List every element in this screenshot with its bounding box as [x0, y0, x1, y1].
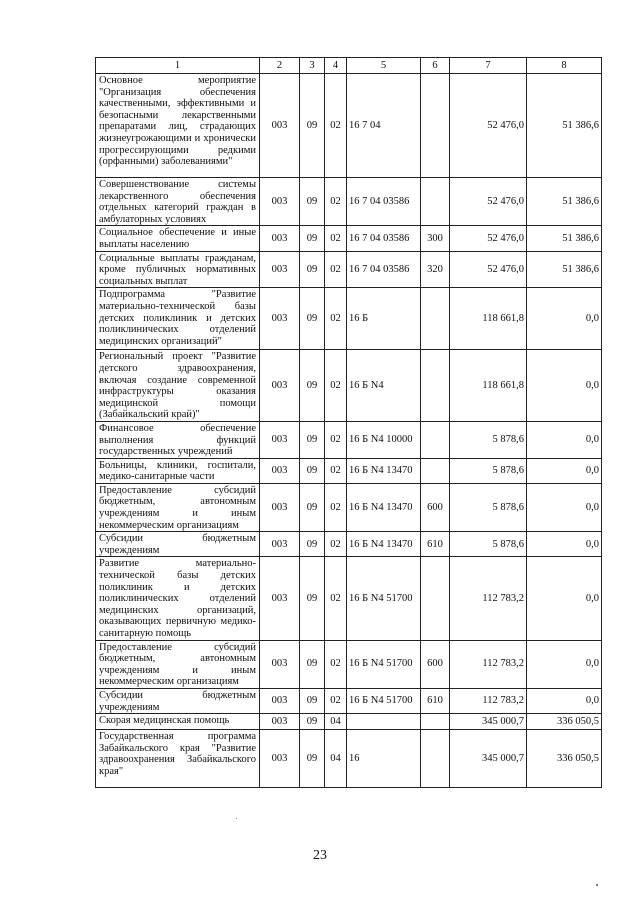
row-name: Финансовое обеспечение выполнения функций государственных учреждений: [96, 421, 260, 458]
row-name: Субсидии бюджетным учреждениям: [96, 688, 260, 713]
section-code: 09: [300, 288, 325, 350]
amount-col7: 52 476,0: [450, 251, 527, 288]
admin-code: 003: [260, 350, 300, 422]
section-code: 09: [300, 178, 325, 226]
amount-col7: 345 000,7: [450, 714, 527, 730]
amount-col8: 0,0: [527, 458, 602, 483]
table-row: [96, 483, 602, 531]
amount-col8: 51 386,6: [527, 178, 602, 226]
header-cell-1: 1: [96, 58, 260, 74]
expense-type-code: 320: [421, 251, 450, 288]
target-article-code: 16 7 04 03586: [347, 226, 421, 251]
subsection-code: 02: [325, 226, 347, 251]
table-row: [96, 458, 602, 483]
table-row: [96, 178, 602, 226]
subsection-code: 02: [325, 532, 347, 557]
subsection-code: 02: [325, 688, 347, 713]
row-name: Региональный проект "Развитие детского здравоохранения, включая создание современной инфраструктуры оказания медицинской помощи (Забайкальский край)": [96, 350, 260, 422]
table-body: [96, 74, 602, 788]
target-article-code: 16 Б N4 51700: [347, 688, 421, 713]
subsection-code: 02: [325, 557, 347, 640]
row-name: Предоставление субсидий бюджетным, автономным учреждениям и иным некоммерческим организациям: [96, 483, 260, 531]
header-row: [96, 58, 602, 74]
subsection-code: 04: [325, 730, 347, 788]
amount-col8: 0,0: [527, 350, 602, 422]
subsection-code: 04: [325, 714, 347, 730]
amount-col8: 51 386,6: [527, 226, 602, 251]
row-name: Основное мероприятие "Организация обеспечения качественными, эффективными и безопасными лекарственными препаратами лиц, страдающих жизнеугрожающими и хронически прогрессирующими редкими (орфанными) заболеваниями": [96, 74, 260, 178]
amount-col7: 52 476,0: [450, 74, 527, 178]
section-code: 09: [300, 226, 325, 251]
section-code: 09: [300, 532, 325, 557]
target-article-code: 16 Б N4: [347, 350, 421, 422]
subsection-code: 02: [325, 350, 347, 422]
table-row: [96, 532, 602, 557]
expense-type-code: 300: [421, 226, 450, 251]
amount-col7: 118 661,8: [450, 288, 527, 350]
row-name: Подпрограмма "Развитие материально-технической базы детских поликлиник и детских поликлинических отделений медицинских организаций": [96, 288, 260, 350]
target-article-code: 16 Б N4 51700: [347, 557, 421, 640]
expense-type-code: 600: [421, 640, 450, 688]
amount-col8: 0,0: [527, 288, 602, 350]
admin-code: 003: [260, 74, 300, 178]
header-cell-6: 6: [421, 58, 450, 74]
section-code: 09: [300, 483, 325, 531]
table-row: [96, 688, 602, 713]
expense-type-code: 610: [421, 688, 450, 713]
amount-col8: 0,0: [527, 557, 602, 640]
amount-col8: 0,0: [527, 640, 602, 688]
target-article-code: 16 Б N4 51700: [347, 640, 421, 688]
admin-code: 003: [260, 288, 300, 350]
expense-type-code: [421, 288, 450, 350]
expense-type-code: 610: [421, 532, 450, 557]
section-code: 09: [300, 557, 325, 640]
row-name: Субсидии бюджетным учреждениям: [96, 532, 260, 557]
admin-code: 003: [260, 251, 300, 288]
admin-code: 003: [260, 688, 300, 713]
subsection-code: 02: [325, 640, 347, 688]
amount-col7: 52 476,0: [450, 178, 527, 226]
section-code: 09: [300, 74, 325, 178]
scan-speck: [596, 884, 598, 886]
section-code: 09: [300, 714, 325, 730]
header-cell-7: 7: [450, 58, 527, 74]
budget-table: [95, 57, 602, 788]
amount-col8: 51 386,6: [527, 251, 602, 288]
page-number: 23: [313, 848, 327, 863]
target-article-code: 16 Б N4 13470: [347, 483, 421, 531]
amount-col7: 112 783,2: [450, 640, 527, 688]
target-article-code: 16 Б N4 10000: [347, 421, 421, 458]
row-name: Социальное обеспечение и иные выплаты населению: [96, 226, 260, 251]
amount-col7: 52 476,0: [450, 226, 527, 251]
expense-type-code: [421, 714, 450, 730]
scan-speck: [236, 818, 237, 819]
amount-col8: 336 050,5: [527, 714, 602, 730]
expense-type-code: 600: [421, 483, 450, 531]
row-name: Развитие материально-технической базы детских поликлиник и детских поликлинических отделений медицинских организаций, оказывающих первичную медико-санитарную помощь: [96, 557, 260, 640]
amount-col7: 112 783,2: [450, 688, 527, 713]
amount-col7: 5 878,6: [450, 421, 527, 458]
section-code: 09: [300, 350, 325, 422]
amount-col7: 5 878,6: [450, 458, 527, 483]
expense-type-code: [421, 557, 450, 640]
admin-code: 003: [260, 178, 300, 226]
amount-col8: 336 050,5: [527, 730, 602, 788]
amount-col7: 5 878,6: [450, 483, 527, 531]
target-article-code: 16 7 04 03586: [347, 178, 421, 226]
table-row: [96, 74, 602, 178]
amount-col8: 0,0: [527, 421, 602, 458]
table-row: [96, 730, 602, 788]
section-code: 09: [300, 458, 325, 483]
admin-code: 003: [260, 532, 300, 557]
table-row: [96, 350, 602, 422]
row-name: Государственная программа Забайкальского края "Развитие здравоохранения Забайкальского края": [96, 730, 260, 788]
admin-code: 003: [260, 458, 300, 483]
header-cell-4: 4: [325, 58, 347, 74]
amount-col8: 0,0: [527, 688, 602, 713]
target-article-code: [347, 714, 421, 730]
expense-type-code: [421, 730, 450, 788]
table-row: [96, 714, 602, 730]
amount-col8: 0,0: [527, 532, 602, 557]
target-article-code: 16 7 04: [347, 74, 421, 178]
row-name: Предоставление субсидий бюджетным, автономным учреждениям и иным некоммерческим организациям: [96, 640, 260, 688]
expense-type-code: [421, 74, 450, 178]
subsection-code: 02: [325, 421, 347, 458]
table-row: [96, 421, 602, 458]
expense-type-code: [421, 178, 450, 226]
section-code: 09: [300, 421, 325, 458]
admin-code: 003: [260, 226, 300, 251]
table-row: [96, 226, 602, 251]
section-code: 09: [300, 688, 325, 713]
row-name: Социальные выплаты гражданам, кроме публичных нормативных социальных выплат: [96, 251, 260, 288]
header-cell-2: 2: [260, 58, 300, 74]
subsection-code: 02: [325, 483, 347, 531]
expense-type-code: [421, 350, 450, 422]
admin-code: 003: [260, 640, 300, 688]
table-row: [96, 288, 602, 350]
header-cell-5: 5: [347, 58, 421, 74]
target-article-code: 16 Б N4 13470: [347, 458, 421, 483]
table-header: [96, 58, 602, 74]
amount-col8: 0,0: [527, 483, 602, 531]
table-row: [96, 640, 602, 688]
admin-code: 003: [260, 483, 300, 531]
target-article-code: 16: [347, 730, 421, 788]
table-row: [96, 557, 602, 640]
row-name: Скорая медицинская помощь: [96, 714, 260, 730]
expense-type-code: [421, 458, 450, 483]
expense-type-code: [421, 421, 450, 458]
amount-col7: 118 661,8: [450, 350, 527, 422]
subsection-code: 02: [325, 288, 347, 350]
subsection-code: 02: [325, 74, 347, 178]
subsection-code: 02: [325, 458, 347, 483]
header-cell-3: 3: [300, 58, 325, 74]
amount-col7: 345 000,7: [450, 730, 527, 788]
subsection-code: 02: [325, 178, 347, 226]
target-article-code: 16 Б N4 13470: [347, 532, 421, 557]
table-row: [96, 251, 602, 288]
subsection-code: 02: [325, 251, 347, 288]
target-article-code: 16 Б: [347, 288, 421, 350]
section-code: 09: [300, 640, 325, 688]
admin-code: 003: [260, 557, 300, 640]
section-code: 09: [300, 251, 325, 288]
section-code: 09: [300, 730, 325, 788]
target-article-code: 16 7 04 03586: [347, 251, 421, 288]
admin-code: 003: [260, 730, 300, 788]
amount-col7: 5 878,6: [450, 532, 527, 557]
header-cell-8: 8: [527, 58, 602, 74]
row-name: Больницы, клиники, госпитали, медико-санитарные части: [96, 458, 260, 483]
amount-col8: 51 386,6: [527, 74, 602, 178]
admin-code: 003: [260, 714, 300, 730]
amount-col7: 112 783,2: [450, 557, 527, 640]
row-name: Совершенствование системы лекарственного обеспечения отдельных категорий граждан в амбулаторных условиях: [96, 178, 260, 226]
admin-code: 003: [260, 421, 300, 458]
